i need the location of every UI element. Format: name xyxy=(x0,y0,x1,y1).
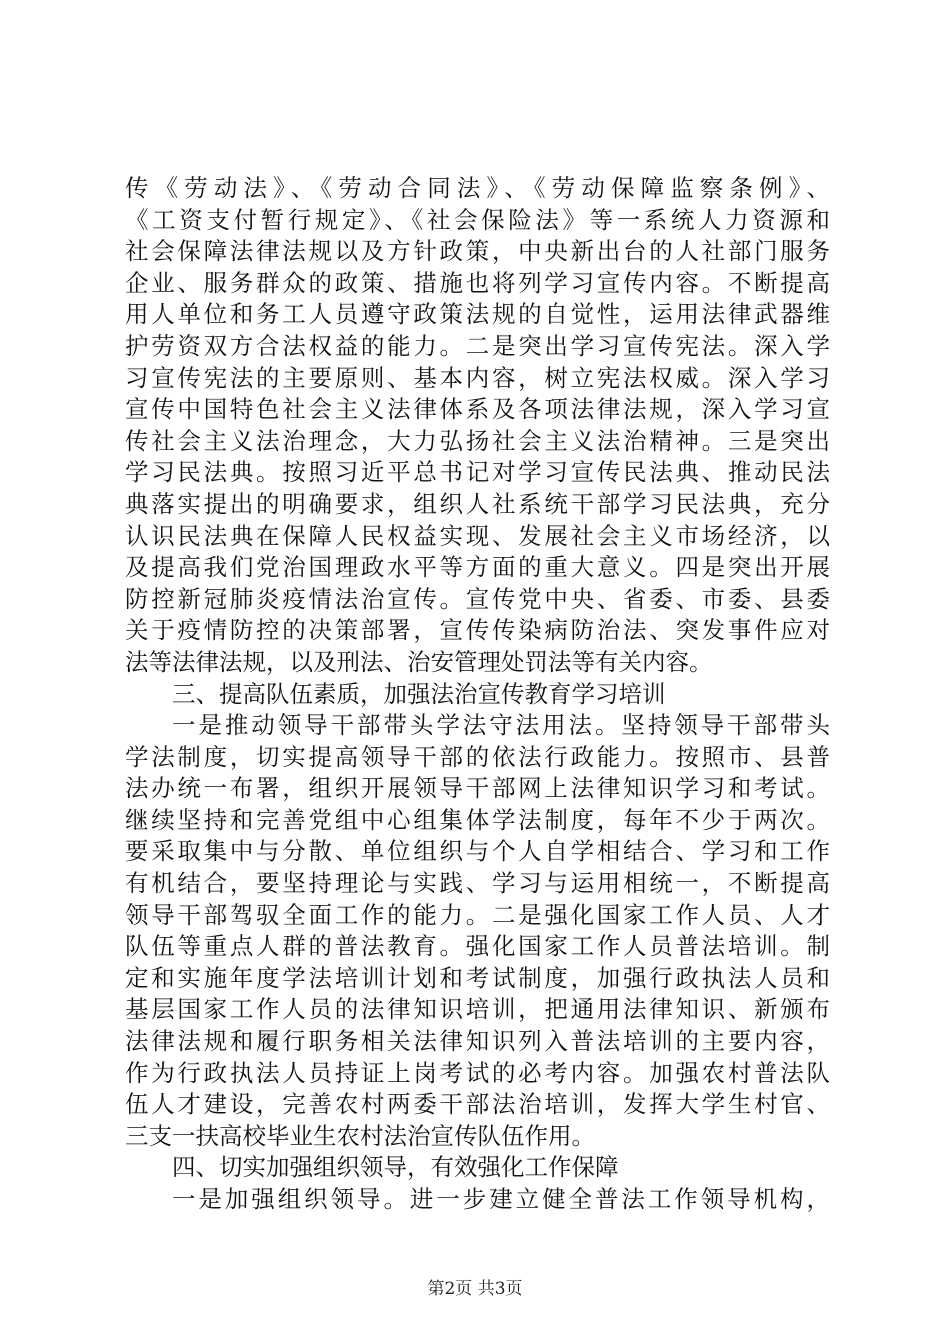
text-line: 学法制度，切实提高领导干部的依法行政能力。按照市、县普 xyxy=(125,742,830,771)
text-line: 认识民法典在保障人民权益实现、发展社会主义市场经济，以 xyxy=(125,521,830,550)
text-line: 关于疫情防控的决策部署，宣传传染病防治法、突发事件应对 xyxy=(125,616,830,645)
text-line: 一是推动领导干部带头学法守法用法。坚持领导干部带头 xyxy=(172,711,830,740)
text-line: 典落实提出的明确要求，组织人社系统干部学习民法典，充分 xyxy=(125,489,830,518)
text-line: 领导干部驾驭全面工作的能力。二是强化国家工作人员、人才 xyxy=(125,900,830,929)
text-line: 护劳资双方合法权益的能力。二是突出学习宣传宪法。深入学 xyxy=(125,331,830,360)
text-line: 基层国家工作人员的法律知识培训，把通用法律知识、新颁布 xyxy=(125,995,830,1024)
text-line: 传社会主义法治理念，大力弘扬社会主义法治精神。三是突出 xyxy=(125,426,830,455)
text-line: 一是加强组织领导。进一步建立健全普法工作领导机构， xyxy=(172,1185,830,1213)
text-line: 防控新冠肺炎疫情法治宣传。宣传党中央、省委、市委、县委 xyxy=(125,584,830,613)
text-line: 法办统一布署，组织开展领导干部网上法律知识学习和考试。 xyxy=(125,774,830,803)
text-line: 法等法律法规，以及刑法、治安管理处罚法等有关内容。 xyxy=(125,647,713,676)
text-line: 传《劳动法》、《劳动合同法》、《劳动保障监察条例》、 xyxy=(125,174,830,202)
text-line: 伍人才建设，完善农村两委干部法治培训，发挥大学生村官、 xyxy=(125,1090,830,1119)
text-line: 用人单位和务工人员遵守政策法规的自觉性，运用法律武器维 xyxy=(125,300,830,329)
document-body xyxy=(125,173,830,1216)
text-line: 《工资支付暂行规定》、《社会保险法》等一系统人力资源和 xyxy=(125,205,830,234)
text-line: 作为行政执法人员持证上岗考试的必考内容。加强农村普法队 xyxy=(125,1058,830,1087)
text-line: 三支一扶高校毕业生农村法治宣传队伍作用。 xyxy=(125,1121,595,1150)
text-line: 及提高我们党治国理政水平等方面的重大意义。四是突出开展 xyxy=(125,553,830,582)
text-line: 习宣传宪法的主要原则、基本内容，树立宪法权威。深入学习 xyxy=(125,363,830,392)
text-line: 企业、服务群众的政策、措施也将列学习宣传内容。不断提高 xyxy=(125,268,830,297)
text-line: 继续坚持和完善党组中心组集体学法制度，每年不少于两次。 xyxy=(125,805,830,834)
text-line: 要采取集中与分散、单位组织与个人自学相结合、学习和工作 xyxy=(125,837,830,866)
text-line: 队伍等重点人群的普法教育。强化国家工作人员普法培训。制 xyxy=(125,932,830,961)
text-line: 法律法规和履行职务相关法律知识列入普法培训的主要内容， xyxy=(125,1027,830,1056)
text-line: 社会保障法律法规以及方针政策，中央新出台的人社部门服务 xyxy=(125,237,830,266)
text-line: 宣传中国特色社会主义法律体系及各项法律法规，深入学习宣 xyxy=(125,395,830,424)
text-line: 定和实施年度学法培训计划和考试制度，加强行政执法人员和 xyxy=(125,963,830,992)
text-line: 三、提高队伍素质，加强法治宣传教育学习培训 xyxy=(172,679,666,708)
text-line: 四、切实加强组织领导，有效强化工作保障 xyxy=(172,1153,619,1182)
text-line: 学习民法典。按照习近平总书记对学习宣传民法典、推动民法 xyxy=(125,458,830,487)
page-footer: 第2页 共3页 xyxy=(427,1279,523,1299)
text-line: 有机结合，要坚持理论与实践、学习与运用相统一，不断提高 xyxy=(125,869,830,898)
